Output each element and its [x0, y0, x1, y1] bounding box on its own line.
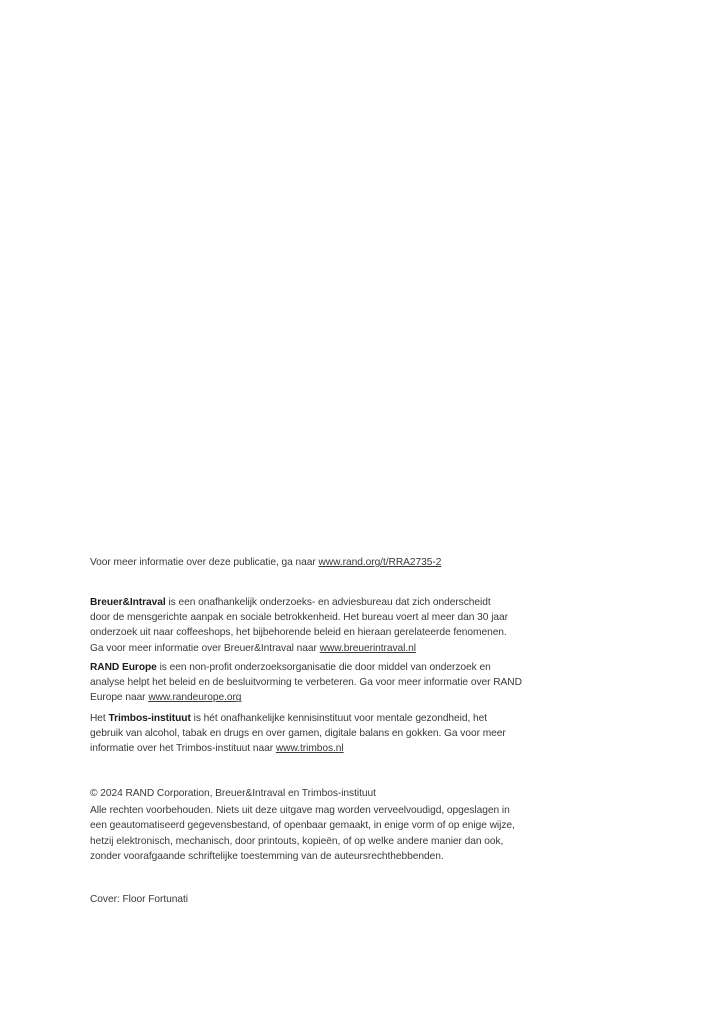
breuer-line-2: door de mensgerichte aanpak en sociale betrokkenheid. Het bureau voert al meer dan 30 jaar: [90, 612, 508, 624]
breuer-line-4-text: Ga voor meer informatie over Breuer&Intraval naar: [90, 642, 320, 654]
rights-line-2: een geautomatiseerd gegevensbestand, of openbaar gemaakt, in enige vorm of op enige wijze,: [90, 820, 515, 832]
trimbos-paragraph: [90, 711, 560, 757]
rand-line-1-text: is een non-profit onderzoeksorganisatie die door middel van onderzoek en: [156, 662, 491, 673]
copyright-line: © 2024 RAND Corporation, Breuer&Intraval en Trimbos-instituut: [90, 788, 376, 799]
rand-line-1: [90, 660, 560, 675]
cover-credit-text: Cover: Floor Fortunati: [90, 894, 188, 905]
breuer-line-1: [90, 595, 560, 610]
breuer-line-3: onderzoek uit naar coffeeshops, het bijbehorende beleid en hieraan gerelateerde fenomenen.: [90, 627, 507, 639]
breuer-line-1-text: is een onafhankelijk onderzoeks- en adviesbureau dat zich onderscheidt: [165, 597, 491, 608]
publication-info-text: Voor meer informatie over deze publicatie, ga naar: [90, 557, 319, 568]
publication-info: [90, 555, 560, 570]
copyright-block: [90, 786, 560, 864]
rights-line-1: Alle rechten voorbehouden. Niets uit deze uitgave mag worden verveelvoudigd, opgeslagen in: [90, 805, 510, 817]
publication-info-line: [90, 555, 560, 570]
rights-line-3: hetzij elektronisch, mechanisch, door printouts, kopieën, of op welke andere manier dan ook,: [90, 835, 504, 847]
breuer-line-4: [90, 641, 560, 656]
trimbos-line-1: [90, 711, 560, 726]
trimbos-line-1-text: is hét onafhankelijke kennisinstituut voor mentale gezondheid, het: [190, 713, 488, 724]
rand-line-3: [90, 690, 560, 705]
rights-line-4: zonder voorafgaande schriftelijke toestemming van de auteursrechthebbenden.: [90, 850, 444, 862]
rand-line-2: analyse helpt het beleid en de besluitvorming te verbeteren. Ga voor meer informatie over RAND: [90, 677, 522, 689]
breuer-intraval-paragraph: [90, 595, 560, 656]
trimbos-line-3: [90, 741, 560, 756]
publication-link[interactable]: www.rand.org/t/RRA2735-2: [318, 557, 442, 568]
rand-europe-paragraph: [90, 660, 560, 706]
breuer-intraval-link[interactable]: www.breuerintraval.nl: [319, 642, 416, 654]
trimbos-name: Trimbos-instituut: [108, 713, 191, 724]
trimbos-line-1-prefix: Het: [90, 713, 109, 724]
rand-europe-name: RAND Europe: [90, 662, 157, 673]
trimbos-line-3-text: informatie over het Trimbos-instituut naar: [90, 743, 276, 755]
trimbos-link[interactable]: www.trimbos.nl: [275, 743, 344, 755]
rand-europe-link[interactable]: www.randeurope.org: [148, 692, 242, 704]
breuer-intraval-name: Breuer&Intraval: [90, 597, 166, 608]
trimbos-line-2: gebruik van alcohol, tabak en drugs en over gamen, digitale balans en gokken. Ga voor meer: [90, 728, 506, 740]
rand-line-3-text: Europe naar: [90, 692, 149, 704]
cover-credit: [90, 892, 560, 907]
